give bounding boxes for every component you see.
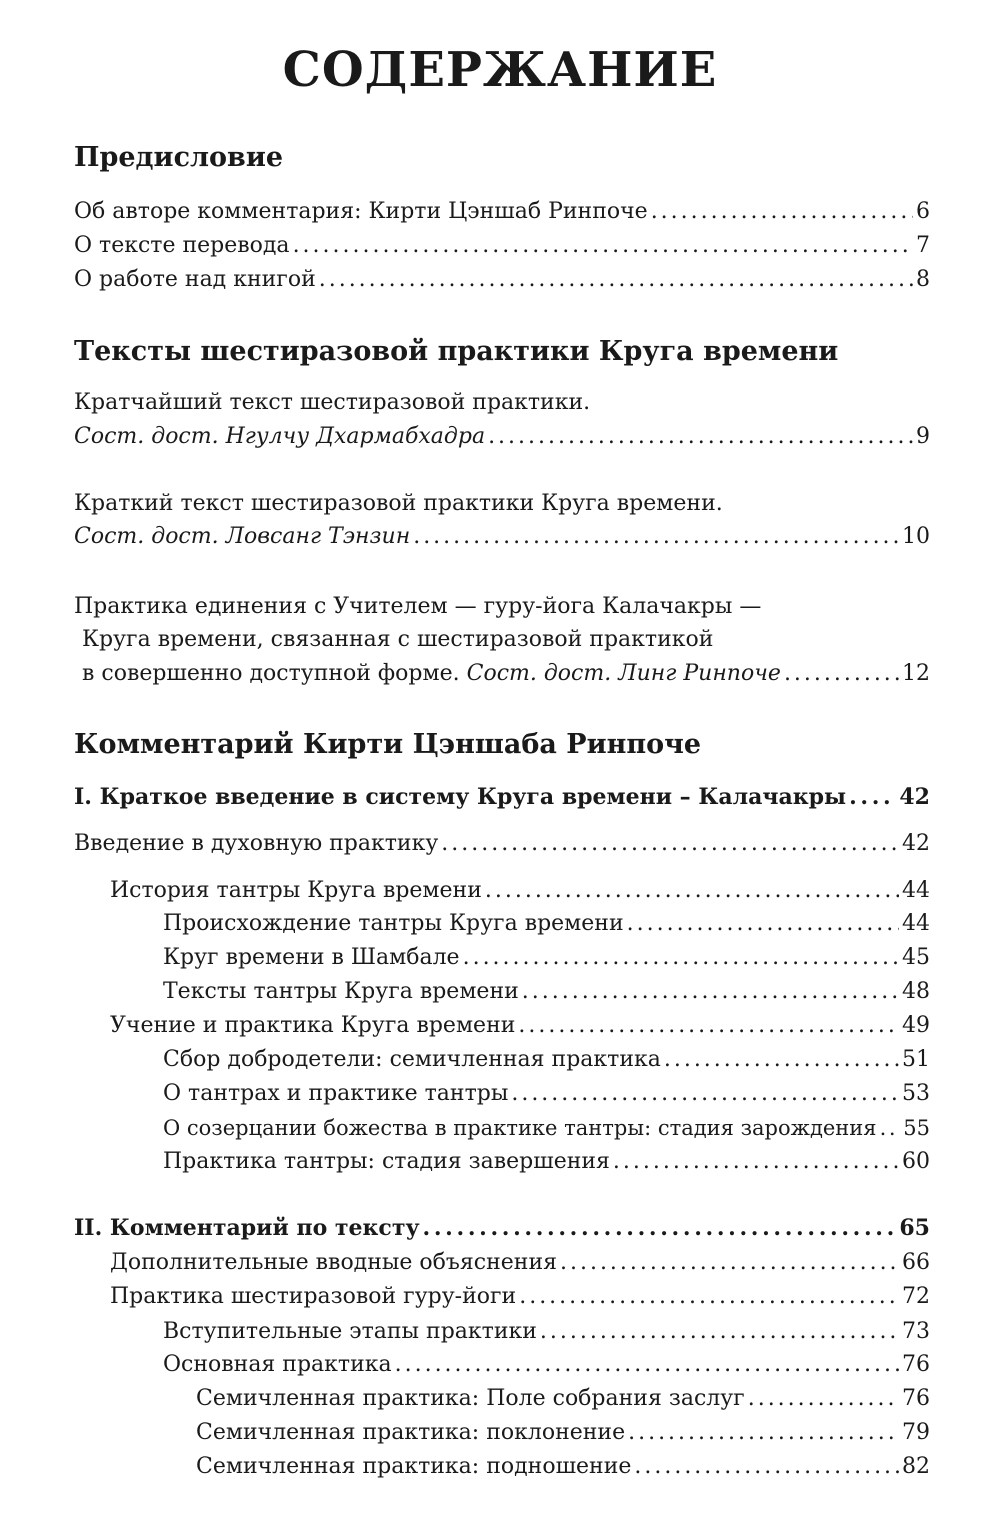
dot-leader	[511, 1079, 899, 1109]
toc-entry[interactable]	[110, 1282, 930, 1312]
dot-leader	[628, 1418, 899, 1448]
toc-entry-title: Практика единения с Учителем — гуру-йога Калачакры —	[74, 594, 762, 619]
toc-entry-title: О тантрах и практике тантры	[163, 1081, 509, 1106]
toc-entry-author: Сост. дост. Линг Ринпоче	[466, 661, 781, 686]
page-title: СОДЕРЖАНИЕ	[282, 42, 718, 98]
toc-entry[interactable]	[163, 1079, 930, 1109]
dot-leader	[560, 1248, 899, 1278]
toc-entry-title: О созерцании божества в практике тантры: стадия зарождения	[163, 1116, 877, 1140]
toc-entry-title: Вступительные этапы практики	[163, 1319, 537, 1344]
toc-entry[interactable]	[196, 1452, 930, 1482]
toc-entry-title: Практика тантры: стадия завершения	[163, 1149, 610, 1174]
toc-entry-title: Семичленная практика: поклонение	[196, 1420, 626, 1445]
toc-entry[interactable]	[74, 422, 930, 452]
toc-entry-title: Кратчайший текст шестиразовой практики.	[74, 390, 591, 415]
toc-entry[interactable]	[74, 829, 930, 859]
toc-entry-page: 49	[902, 1013, 930, 1038]
toc-entry-title: Семичленная практика: Поле собрания заслуг	[196, 1386, 745, 1411]
toc-entry-page: 44	[902, 911, 930, 936]
dot-leader	[664, 1045, 899, 1075]
dot-leader	[784, 659, 899, 689]
toc-entry-title: Круг времени в Шамбале	[163, 945, 460, 970]
toc-entry-page: 8	[916, 267, 930, 292]
toc-entry-title: Введение в духовную практику	[74, 831, 439, 856]
toc-entry-page: 72	[902, 1284, 930, 1309]
toc-entry[interactable]	[110, 1011, 930, 1041]
toc-entry[interactable]	[74, 265, 930, 295]
toc-entry-page: 10	[902, 524, 930, 549]
toc-entry-title: в совершенно доступной форме.	[82, 661, 460, 686]
toc-entry-title: Учение и практика Круга времени	[110, 1013, 516, 1038]
toc-entry-page: 45	[902, 945, 930, 970]
dot-leader	[413, 522, 899, 552]
toc-entry[interactable]	[196, 1418, 930, 1448]
toc-entry[interactable]	[163, 1147, 930, 1177]
dot-leader	[613, 1147, 899, 1177]
toc-entry-page: 42	[899, 784, 930, 810]
toc-entry[interactable]	[163, 1317, 930, 1347]
toc-entry[interactable]	[163, 943, 930, 973]
toc-entry-page: 7	[916, 233, 930, 258]
toc-entry-title: Круга времени, связанная с шестиразовой практикой	[82, 627, 714, 652]
toc-entry-page: 42	[902, 831, 930, 856]
toc-entry-title: Сбор добродетели: семичленная практика	[163, 1047, 661, 1072]
toc-entry[interactable]	[163, 1045, 930, 1075]
dot-leader	[463, 943, 899, 973]
toc-entry-page: 66	[902, 1250, 930, 1275]
toc-entry-page: 65	[899, 1215, 930, 1241]
toc-entry-page: 60	[902, 1149, 930, 1174]
dot-leader	[651, 197, 913, 227]
toc-entry[interactable]	[74, 197, 930, 227]
toc-entry-page: 76	[902, 1352, 930, 1377]
toc-entry-title: Краткий текст шестиразовой практики Круга времени.	[74, 491, 723, 516]
toc-entry[interactable]	[82, 659, 930, 689]
toc-entry-page: 9	[916, 424, 930, 449]
toc-entry-title: II. Комментарий по тексту	[74, 1215, 420, 1241]
toc-entry-author: Сост. дост. Нгулчу Дхармабхадра	[74, 424, 486, 449]
dot-leader	[395, 1350, 899, 1380]
dot-leader	[441, 829, 899, 859]
toc-entry-page: 44	[902, 878, 930, 903]
dot-leader	[518, 1011, 899, 1041]
toc-entry-title: О тексте перевода	[74, 233, 290, 258]
toc-entry[interactable]	[163, 1113, 930, 1143]
toc-entry-page: 73	[902, 1319, 930, 1344]
toc-entry-title: Происхождение тантры Круга времени	[163, 911, 624, 936]
toc-entry-title: Тексты тантры Круга времени	[163, 979, 519, 1004]
toc-entry[interactable]	[110, 876, 930, 906]
toc-entry[interactable]	[74, 522, 930, 552]
toc-entry-page: 51	[902, 1047, 930, 1072]
toc-entry-title: Семичленная практика: подношение	[196, 1454, 632, 1479]
toc-entry-page: 12	[902, 661, 930, 686]
toc-entry-page: 55	[903, 1116, 930, 1140]
toc-entry-part[interactable]	[74, 1213, 930, 1243]
dot-leader	[423, 1213, 897, 1243]
dot-leader	[519, 1282, 899, 1312]
dot-leader	[488, 422, 913, 452]
dot-leader	[293, 231, 913, 261]
section-heading-texts: Тексты шестиразовой практики Круга времени	[74, 336, 839, 367]
toc-entry[interactable]	[196, 1384, 930, 1414]
toc-entry-page: 6	[916, 199, 930, 224]
dot-leader	[522, 977, 899, 1007]
toc-entry-title: Об авторе комментария: Кирти Цэншаб Ринпоче	[74, 199, 648, 224]
toc-entry-title: О работе над книгой	[74, 267, 316, 292]
toc-entry-part[interactable]	[74, 782, 930, 812]
toc-entry[interactable]	[74, 231, 930, 261]
toc-entry-page: 53	[902, 1081, 930, 1106]
dot-leader	[849, 782, 896, 812]
dot-leader	[627, 909, 899, 939]
toc-entry-page: 48	[902, 979, 930, 1004]
toc-entry[interactable]	[110, 1248, 930, 1278]
dot-leader	[880, 1113, 901, 1143]
toc-entry-title: Практика шестиразовой гуру-йоги	[110, 1284, 517, 1309]
dot-leader	[540, 1317, 899, 1347]
toc-entry-title: Дополнительные вводные объяснения	[110, 1250, 557, 1275]
toc-entry-title: История тантры Круга времени	[110, 878, 482, 903]
dot-leader	[634, 1452, 899, 1482]
toc-entry-title: Основная практика	[163, 1352, 392, 1377]
toc-entry[interactable]	[163, 909, 930, 939]
section-heading-commentary: Комментарий Кирти Цэншаба Ринпоче	[74, 729, 702, 760]
dot-leader	[485, 876, 899, 906]
toc-entry[interactable]	[163, 977, 930, 1007]
dot-leader	[319, 265, 913, 295]
dot-leader	[748, 1384, 899, 1414]
toc-entry-page: 76	[902, 1386, 930, 1411]
toc-entry-page: 79	[902, 1420, 930, 1445]
toc-entry-author: Сост. дост. Ловсанг Тэнзин	[74, 524, 411, 549]
section-heading-preface: Предисловие	[74, 142, 284, 173]
toc-entry-title: I. Краткое введение в систему Круга времени – Калачакры	[74, 784, 847, 810]
toc-entry-page: 82	[902, 1454, 930, 1479]
toc-entry[interactable]	[163, 1350, 930, 1380]
